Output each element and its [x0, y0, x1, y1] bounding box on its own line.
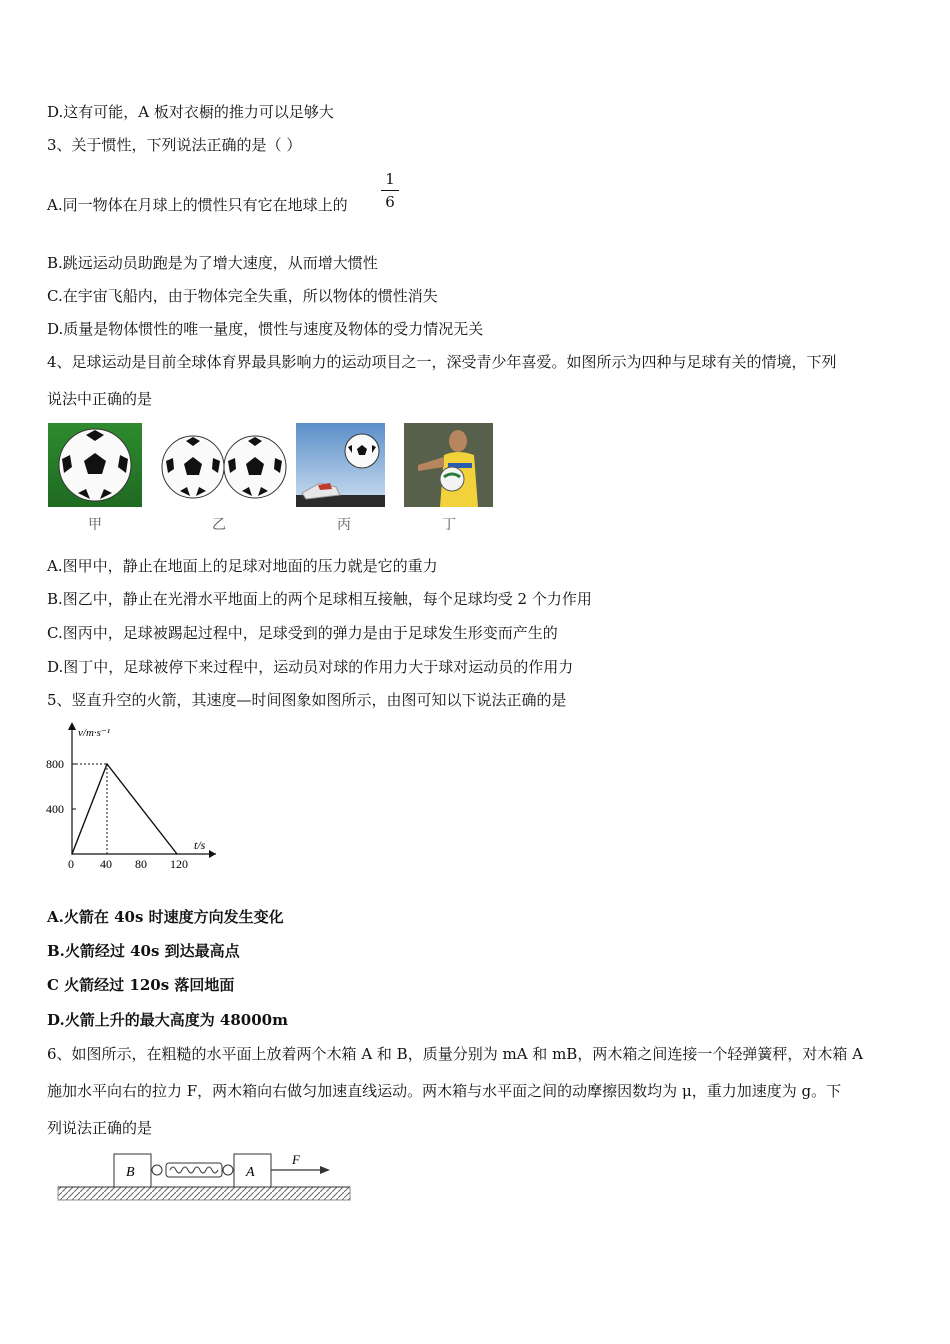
q4-option-b: B.图乙中，静止在光滑水平地面上的两个足球相互接触，每个足球均受 2 个力作用	[47, 590, 592, 608]
force-label: F	[292, 1152, 300, 1167]
y-axis-label: v/m·s⁻¹	[78, 727, 111, 739]
q5-stem: 5、竖直升空的火箭，其速度—时间图象如图所示，由图可知以下说法正确的是	[47, 691, 567, 709]
photo-ding-player	[404, 423, 493, 507]
q6-stem-line3: 列说法正确的是	[47, 1119, 153, 1137]
caption-jia: 甲	[88, 517, 102, 533]
q3-option-d: D.质量是物体惯性的唯一量度，惯性与速度及物体的受力情况无关	[47, 320, 484, 338]
force-arrow	[320, 1166, 330, 1174]
q3-stem: 3、关于惯性，下列说法正确的是（ ）	[47, 136, 302, 154]
q3-option-b: B.跳远运动员助跑是为了增大速度，从而增大惯性	[47, 254, 378, 272]
ground	[58, 1187, 350, 1200]
data-point-0	[71, 853, 73, 855]
caption-ding: 丁	[442, 517, 456, 533]
x-tick-label-40: 40	[100, 857, 112, 871]
box-b-label: B	[126, 1165, 135, 1180]
q2-option-d: D.这有可能，A 板对衣橱的推力可以足够大	[47, 103, 334, 121]
box-a-label: A	[246, 1165, 255, 1180]
q6-stem-line2: 施加水平向右的拉力 F，两木箱向右做匀加速直线运动。两木箱与水平面之间的动摩擦因数均为 μ，重力加速度为 g。下	[47, 1082, 842, 1100]
velocity-series-line	[72, 764, 177, 854]
q6-stem-line1: 6、如图所示，在粗糙的水平面上放着两个木箱 A 和 B，质量分别为 mA 和 mB，两木箱之间连接一个轻弹簧秤，对木箱 A	[47, 1045, 863, 1063]
data-point-2	[176, 853, 178, 855]
soccer-ball-icon	[48, 423, 142, 507]
photo-jia-ball-on-grass	[48, 423, 142, 507]
two-soccer-balls-icon	[160, 423, 288, 507]
caption-yi: 乙	[212, 517, 226, 533]
q4-stem-line2: 说法中正确的是	[47, 390, 153, 408]
q4-option-d: D.图丁中，足球被停下来过程中，运动员对球的作用力大于球对运动员的作用力	[47, 658, 574, 676]
q4-option-a: A.图甲中，静止在地面上的足球对地面的压力就是它的重力	[47, 557, 438, 575]
fraction-one-sixth	[381, 170, 399, 211]
q4-option-c: C.图丙中，足球被踢起过程中，足球受到的弹力是由于足球发生形变而产生的	[47, 624, 558, 642]
caption-bing: 丙	[337, 517, 351, 533]
q5-option-d: D.火箭上升的最大高度为 48000m	[47, 1011, 288, 1029]
q5-option-a: A.火箭在 40s 时速度方向发生变化	[47, 908, 284, 926]
q5-option-c: C 火箭经过 120s 落回地面	[47, 976, 235, 994]
photo-yi-two-balls	[160, 423, 288, 507]
boxes-spring-diagram	[56, 1150, 356, 1206]
q4-stem-line1: 4、足球运动是目前全球体育界最具影响力的运动项目之一，深受青少年喜爱。如图所示为四种与足球有关的情境，下列	[47, 353, 837, 371]
y-tick-label-800: 800	[46, 757, 64, 771]
photo-bing-kick	[296, 423, 385, 507]
q5-option-b: B.火箭经过 40s 到达最高点	[47, 942, 240, 960]
velocity-time-chart	[44, 718, 224, 874]
data-point-1	[106, 763, 108, 765]
y-tick-label-400: 400	[46, 802, 64, 816]
kicked-ball-icon	[296, 423, 385, 507]
x-axis-arrow	[209, 850, 216, 858]
player-trapping-ball-icon	[404, 423, 493, 507]
y-axis-arrow	[68, 722, 76, 730]
fraction-numerator: 1	[385, 170, 395, 188]
fraction-denominator: 6	[385, 193, 395, 211]
x-tick-label-80: 80	[135, 857, 147, 871]
q3-option-a: A.同一物体在月球上的惯性只有它在地球上的	[47, 196, 348, 214]
x-axis-label: t/s	[194, 838, 206, 852]
origin-label: 0	[68, 857, 74, 871]
x-tick-label-120: 120	[170, 857, 188, 871]
q3-option-c: C.在宇宙飞船内，由于物体完全失重，所以物体的惯性消失	[47, 287, 438, 305]
